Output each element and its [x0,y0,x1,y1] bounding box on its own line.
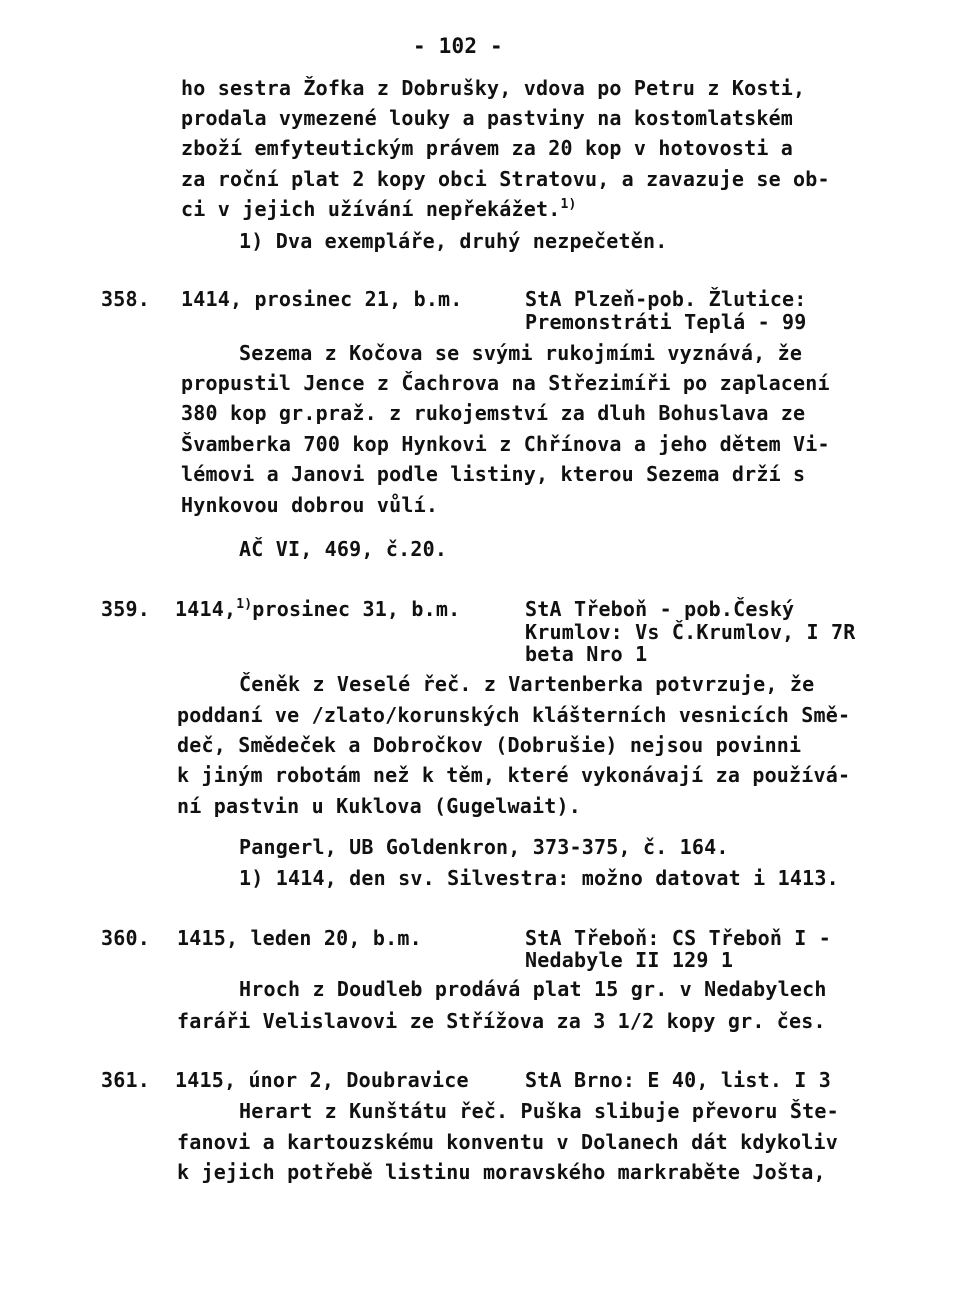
entry-text-line: Čeněk z Veselé řeč. z Vartenberka potvrzuje, že [239,672,815,696]
entry-archive-line: Krumlov: Vs Č.Krumlov, I 7R [525,620,856,644]
entry-text-line: lémovi a Janovi podle listiny, kterou Sezema drží s [181,462,806,486]
entry-number: 359. [101,597,150,621]
entry-text-line: faráři Velislavovi ze Střížova za 3 1/2 kopy gr. čes. [177,1009,826,1033]
entry-source: Pangerl, UB Goldenkron, 373-375, č. 164. [239,835,729,859]
entry-text-line: Švamberka 700 kop Hynkovi z Chřínova a jeho dětem Vi- [181,432,830,456]
entry-date: 1415, únor 2, Doubravice [175,1068,469,1092]
intro-line: ho sestra Žofka z Dobrušky, vdova po Petru z Kosti, [181,76,806,100]
entry-archive-line: StA Plzeň-pob. Žlutice: [525,287,807,311]
intro-line: zboží emfyteutickým právem za 20 kop v hotovosti a [181,136,794,160]
intro-line: za roční plat 2 kopy obci Stratovu, a zavazuje se ob- [181,167,830,191]
entry-text-line: Hynkovou dobrou vůlí. [181,493,439,517]
entry-text-line: deč, Smědeček a Dobročkov (Dobrušie) nejsou povinni [177,733,802,757]
entry-text-line: k jiným robotám než k těm, které vykonávají za používá- [177,763,851,787]
entry-number: 360. [101,926,150,950]
page-number: - 102 - [413,34,503,58]
entry-text-line: propustil Jence z Čachrova na Střezimíři po zaplacení [181,371,830,395]
entry-text-line: 380 kop gr.praž. z rukojemství za dluh Bohuslava ze [181,401,806,425]
entry-archive-line: StA Brno: E 40, list. I 3 [525,1068,832,1092]
entry-text-line: Sezema z Kočova se svými rukojmími vyznává, že [239,341,803,365]
entry-date: 1414, prosinec 21, b.m. [181,287,463,311]
entry-footnote: 1) 1414, den sv. Silvestra: možno datovat i 1413. [239,866,839,890]
entry-text-line: ní pastvin u Kuklova (Gugelwait). [177,794,581,818]
entry-archive-line: Nedabyle II 129 1 [525,948,734,972]
intro-line-text: ci v jejich užívání nepřekážet. [181,197,561,221]
entry-archive-line: beta Nro 1 [525,642,648,666]
entry-archive-line: Premonstráti Teplá - 99 [525,310,807,334]
entry-date-pre: 1414, [175,597,237,621]
intro-line: prodala vymezené louky a pastviny na kostomlatském [181,106,794,130]
intro-line-last [181,197,577,221]
entry-number: 358. [101,287,150,311]
entry-text-line: fanovi a kartouzskému konventu v Dolanech dát kdykoliv [177,1130,839,1154]
entry-source: AČ VI, 469, č.20. [239,537,448,561]
entry-archive-line: StA Třeboň - pob.Český [525,597,795,621]
entry-text-line: Hroch z Doudleb prodává plat 15 gr. v Nedabylech [239,977,827,1001]
footnote-mark: 1) [236,597,253,612]
entry-number: 361. [101,1068,150,1092]
entry-text-line: Herart z Kunštátu řeč. Puška slibuje převoru Šte- [239,1099,839,1123]
footnote-mark: 1) [560,197,577,212]
entry-date: 1415, leden 20, b.m. [177,926,422,950]
entry-date-post: prosinec 31, b.m. [252,597,461,621]
entry-text-line: k jejich potřebě listinu moravského markraběte Jošta, [177,1160,826,1184]
intro-footnote: 1) Dva exempláře, druhý nezpečetěn. [239,229,668,253]
entry-archive-line: StA Třeboň: CS Třeboň I - [525,926,832,950]
entry-text-line: poddaní ve /zlato/korunských klášterních vesnicích Smě- [177,703,851,727]
entry-date [175,597,460,621]
